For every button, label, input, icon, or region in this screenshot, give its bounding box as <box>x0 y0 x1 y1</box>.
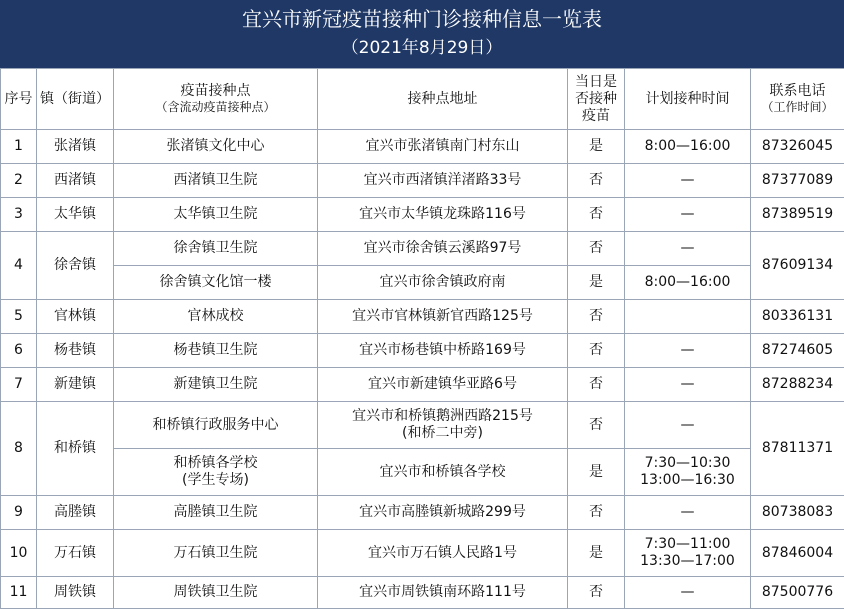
row-time <box>625 300 751 334</box>
table-row <box>1 402 844 449</box>
row-point: 张渚镇文化中心 <box>114 130 318 164</box>
row-town: 和桥镇 <box>37 402 114 496</box>
row-index: 6 <box>1 334 37 368</box>
row-point: 万石镇卫生院 <box>114 530 318 577</box>
row-time: 8:00—16:00 <box>625 130 751 164</box>
row-phone: 87377089 <box>751 164 844 198</box>
row-index: 1 <box>1 130 37 164</box>
row-index: 7 <box>1 368 37 402</box>
row-index: 3 <box>1 198 37 232</box>
row-today: 是 <box>568 266 625 300</box>
row-point: 和桥镇行政服务中心 <box>114 402 318 449</box>
table-row <box>1 130 844 164</box>
row-phone: 87500776 <box>751 577 844 609</box>
col-time: 计划接种时间 <box>625 69 751 130</box>
page-title: 宜兴市新冠疫苗接种门诊接种信息一览表 <box>242 7 602 31</box>
col-address: 接种点地址 <box>318 69 568 130</box>
row-today: 否 <box>568 368 625 402</box>
row-phone: 87389519 <box>751 198 844 232</box>
row-address: 宜兴市张渚镇南门村东山 <box>318 130 568 164</box>
row-point: 周铁镇卫生院 <box>114 577 318 609</box>
row-today: 否 <box>568 300 625 334</box>
row-address: 宜兴市徐舍镇云溪路97号 <box>318 232 568 266</box>
row-address: 宜兴市高塍镇新城路299号 <box>318 496 568 530</box>
row-time: 8:00—16:00 <box>625 266 751 300</box>
row-address-line: 宜兴市和桥镇鹅洲西路215号 <box>352 408 533 424</box>
page-date: （2021年8月29日） <box>341 38 503 58</box>
row-address: 宜兴市和桥镇各学校 <box>318 449 568 496</box>
table-row <box>1 496 844 530</box>
row-today: 否 <box>568 164 625 198</box>
row-phone: 87811371 <box>751 402 844 496</box>
row-time: — <box>625 402 751 449</box>
col-point-sub: （含流动疫苗接种点） <box>155 100 276 114</box>
row-point: 杨巷镇卫生院 <box>114 334 318 368</box>
row-point: 高塍镇卫生院 <box>114 496 318 530</box>
col-town: 镇（街道） <box>37 69 114 130</box>
table-row <box>1 530 844 577</box>
row-address: 宜兴市官林镇新官西路125号 <box>318 300 568 334</box>
row-today: 是 <box>568 130 625 164</box>
table-row <box>1 368 844 402</box>
row-index: 2 <box>1 164 37 198</box>
row-today: 否 <box>568 402 625 449</box>
row-index: 9 <box>1 496 37 530</box>
header-row <box>1 69 844 130</box>
table-title-banner <box>0 0 844 68</box>
row-address <box>318 402 568 449</box>
row-time: — <box>625 232 751 266</box>
col-point <box>114 69 318 130</box>
row-index: 10 <box>1 530 37 577</box>
row-point: 新建镇卫生院 <box>114 368 318 402</box>
row-town: 官林镇 <box>37 300 114 334</box>
row-address: 宜兴市杨巷镇中桥路169号 <box>318 334 568 368</box>
row-time: — <box>625 368 751 402</box>
row-point: 官林成校 <box>114 300 318 334</box>
table-row <box>1 449 844 496</box>
col-phone-label: 联系电话 <box>769 83 826 99</box>
row-today: 是 <box>568 530 625 577</box>
row-time <box>625 530 751 577</box>
row-phone: 80738083 <box>751 496 844 530</box>
col-point-label: 疫苗接种点 <box>180 83 251 99</box>
row-index: 8 <box>1 402 37 496</box>
row-today: 否 <box>568 496 625 530</box>
row-town: 太华镇 <box>37 198 114 232</box>
row-town: 万石镇 <box>37 530 114 577</box>
row-today: 否 <box>568 198 625 232</box>
row-index: 4 <box>1 232 37 300</box>
table-row <box>1 334 844 368</box>
row-time-am: 7:30—11:00 <box>644 536 731 552</box>
row-point <box>114 449 318 496</box>
col-phone-sub: （工作时间） <box>761 100 834 114</box>
table-row <box>1 232 844 266</box>
row-today: 是 <box>568 449 625 496</box>
row-time: — <box>625 334 751 368</box>
row-town: 西渚镇 <box>37 164 114 198</box>
row-today: 否 <box>568 334 625 368</box>
row-town: 高塍镇 <box>37 496 114 530</box>
row-point-note: (学生专场) <box>182 472 249 488</box>
row-index: 5 <box>1 300 37 334</box>
row-address: 宜兴市西渚镇洋渚路33号 <box>318 164 568 198</box>
row-address: 宜兴市周铁镇南环路111号 <box>318 577 568 609</box>
row-address: 宜兴市新建镇华亚路6号 <box>318 368 568 402</box>
row-time: — <box>625 198 751 232</box>
table-row <box>1 198 844 232</box>
row-today: 否 <box>568 577 625 609</box>
row-town: 杨巷镇 <box>37 334 114 368</box>
row-time <box>625 449 751 496</box>
col-phone <box>751 69 844 130</box>
row-phone: 80336131 <box>751 300 844 334</box>
row-time-am: 7:30—10:30 <box>644 455 731 471</box>
row-index: 11 <box>1 577 37 609</box>
row-town: 徐舍镇 <box>37 232 114 300</box>
row-phone: 87288234 <box>751 368 844 402</box>
row-town: 张渚镇 <box>37 130 114 164</box>
row-point: 太华镇卫生院 <box>114 198 318 232</box>
row-phone: 87274605 <box>751 334 844 368</box>
row-phone: 87326045 <box>751 130 844 164</box>
row-today: 否 <box>568 232 625 266</box>
vaccination-table <box>0 68 844 609</box>
row-town: 新建镇 <box>37 368 114 402</box>
row-point-line: 和桥镇各学校 <box>173 455 258 471</box>
row-time: — <box>625 164 751 198</box>
row-town: 周铁镇 <box>37 577 114 609</box>
row-point: 徐舍镇文化馆一楼 <box>114 266 318 300</box>
row-point: 西渚镇卫生院 <box>114 164 318 198</box>
row-phone: 87846004 <box>751 530 844 577</box>
row-address-note: (和桥二中旁) <box>402 425 483 441</box>
row-point: 徐舍镇卫生院 <box>114 232 318 266</box>
row-time-pm: 13:00—16:30 <box>640 472 735 488</box>
row-address: 宜兴市太华镇龙珠路116号 <box>318 198 568 232</box>
row-time-pm: 13:30—17:00 <box>640 553 735 569</box>
col-today: 当日是否接种疫苗 <box>568 69 625 130</box>
row-address: 宜兴市徐舍镇政府南 <box>318 266 568 300</box>
table-row <box>1 266 844 300</box>
row-time: — <box>625 496 751 530</box>
col-index: 序号 <box>1 69 37 130</box>
table-row <box>1 577 844 609</box>
row-time: — <box>625 577 751 609</box>
table-row <box>1 300 844 334</box>
table-row <box>1 164 844 198</box>
row-phone: 87609134 <box>751 232 844 300</box>
row-address: 宜兴市万石镇人民路1号 <box>318 530 568 577</box>
